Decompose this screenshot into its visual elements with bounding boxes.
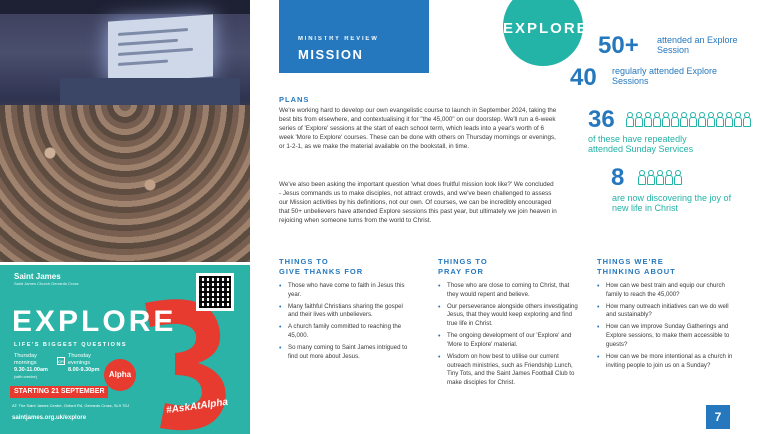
projection-screen xyxy=(108,14,213,83)
person-icon xyxy=(655,170,663,184)
column-heading-thinking: THINGS WE'RE THINKING ABOUT xyxy=(597,257,676,276)
person-icon xyxy=(688,112,696,126)
poster-hashtag: #AskAtAlpha xyxy=(165,396,229,417)
person-icon xyxy=(646,170,654,184)
logo-text: Saint James xyxy=(14,272,61,281)
list-item: • So many coming to Saint James intrigued to find out more about Jesus. xyxy=(279,344,414,362)
person-icon xyxy=(733,112,741,126)
stat-number-4: 8 xyxy=(611,164,625,191)
section-title: MISSION xyxy=(298,47,364,62)
list-item: • A church family committed to reaching the 45,000. xyxy=(279,323,414,341)
page-number: 7 xyxy=(706,405,730,429)
stat-number-3: 36 xyxy=(588,106,615,133)
person-icon xyxy=(670,112,678,126)
list-item: • How many outreach initiatives can we do well and sustainably? xyxy=(597,303,737,321)
pray-list xyxy=(438,282,578,391)
congregation xyxy=(0,105,250,262)
person-icon xyxy=(742,112,750,126)
stat-text-4: are now discovering the joy of new life in Christ xyxy=(612,193,732,214)
evening-times: Thursday evenings 8.00-9.30pm xyxy=(68,353,100,373)
stat-number-2: 40 xyxy=(570,64,597,91)
plans-paragraph-2: We've also been asking the important question 'what does fruitful mission look like?' We concluded - Jesus commands us to make disciples, not attract crowds, and we've been challenged to assess our Mission activities by his definitions, not our own. Of courses, we can be incredibly encouraged that 50+ unbelievers have attended Explore sessions this past year, but ultimately we join heaven in rejoicing when someone turns from the world to Christ. xyxy=(279,181,557,224)
person-icon xyxy=(679,112,687,126)
person-icon xyxy=(652,112,660,126)
person-icon xyxy=(625,112,633,126)
alpha-logo: Alpha xyxy=(104,359,136,391)
plans-heading: PLANS xyxy=(279,95,310,104)
person-icon xyxy=(673,170,681,184)
person-icon xyxy=(715,112,723,126)
person-icon xyxy=(643,112,651,126)
poster-subtitle: LIFE'S BIGGEST QUESTIONS xyxy=(14,342,128,348)
stage-lighting-rig xyxy=(0,0,250,14)
person-icon xyxy=(706,112,714,126)
stage xyxy=(60,78,240,108)
stat-text-3: of these have repeatedly attended Sunday Services xyxy=(588,134,694,155)
thanks-list xyxy=(279,282,414,365)
explore-poster xyxy=(0,265,250,434)
person-icon xyxy=(724,112,732,126)
or-badge: OR xyxy=(58,359,64,364)
stat-number-1: 50+ xyxy=(598,32,639,59)
people-icons-row-1 xyxy=(625,112,750,126)
people-icons-row-2 xyxy=(637,170,681,184)
logo-subtext: Saint James Church Gerrards Cross xyxy=(14,280,79,286)
poster-title: EXPLORE xyxy=(12,305,177,338)
worship-photo xyxy=(0,0,250,262)
list-item: • How can we best train and equip our church family to reach the 45,000? xyxy=(597,282,737,300)
plans-paragraph-1: We're working hard to develop our own evangelistic course to launch in September 2024, taking the best bits from elsewhere, and contextualising it for "the 45,000" on our doorstep. We'll run a 6-week series of 'Explore' sessions at the start of each school term, which leads into a year's worth of 6 week 'More to Explore' courses. These can be done with others on Thursday mornings or evenings, or 1-2-1, as we make the material available on the bookstall, in time. xyxy=(279,107,557,150)
list-item: • The ongoing development of our 'Explore' and 'More to Explore' material. xyxy=(438,332,578,350)
poster-url[interactable]: saintjames.org.uk/explore xyxy=(12,415,87,421)
column-heading-thanks: THINGS TO GIVE THANKS FOR xyxy=(279,257,364,276)
person-icon xyxy=(637,170,645,184)
list-item: • Wisdom on how best to utilise our current outreach ministries, such as Friendship Lunch, Tiny Tots, and the Saint James Football Club to make disciples for Christ. xyxy=(438,353,578,388)
list-item: • How can we improve Sunday Gatherings and Explore sessions, to make them accessible to guests? xyxy=(597,323,737,349)
person-icon xyxy=(634,112,642,126)
list-item: • Many faithful Christians sharing the gospel and their lives with unbelievers. xyxy=(279,303,414,321)
stat-text-2: regularly attended Explore Sessions xyxy=(612,66,718,87)
thinking-list xyxy=(597,282,737,373)
column-heading-pray: THINGS TO PRAY FOR xyxy=(438,257,488,276)
section-kicker: MINISTRY REVIEW xyxy=(298,36,379,42)
qr-code[interactable] xyxy=(196,273,234,311)
section-header xyxy=(279,0,429,73)
stat-text-1: attended an Explore Session xyxy=(657,35,738,56)
list-item: • How can we be more intentional as a church in inviting people to join us on a Sunday? xyxy=(597,353,737,371)
poster-address: AT: The Saint James Centre, Oxford Rd, Gerrards Cross, SL9 7DJ xyxy=(12,403,130,408)
person-icon xyxy=(697,112,705,126)
list-item: • Our perseverance alongside others investigating Jesus, that they would keep exploring and find true life in Christ. xyxy=(438,303,578,329)
person-icon xyxy=(661,112,669,126)
explore-badge: EXPLORE xyxy=(503,0,583,66)
morning-times: Thursday mornings 9.30-11.00am (with creche) xyxy=(14,353,48,379)
start-date-band: STARTING 21 SEPTEMBER xyxy=(10,386,108,398)
person-icon xyxy=(664,170,672,184)
list-item: • Those who are close to coming to Christ, that they would repent and believe. xyxy=(438,282,578,300)
church-logo xyxy=(14,273,78,286)
list-item: • Those who have come to faith in Jesus this year. xyxy=(279,282,414,300)
